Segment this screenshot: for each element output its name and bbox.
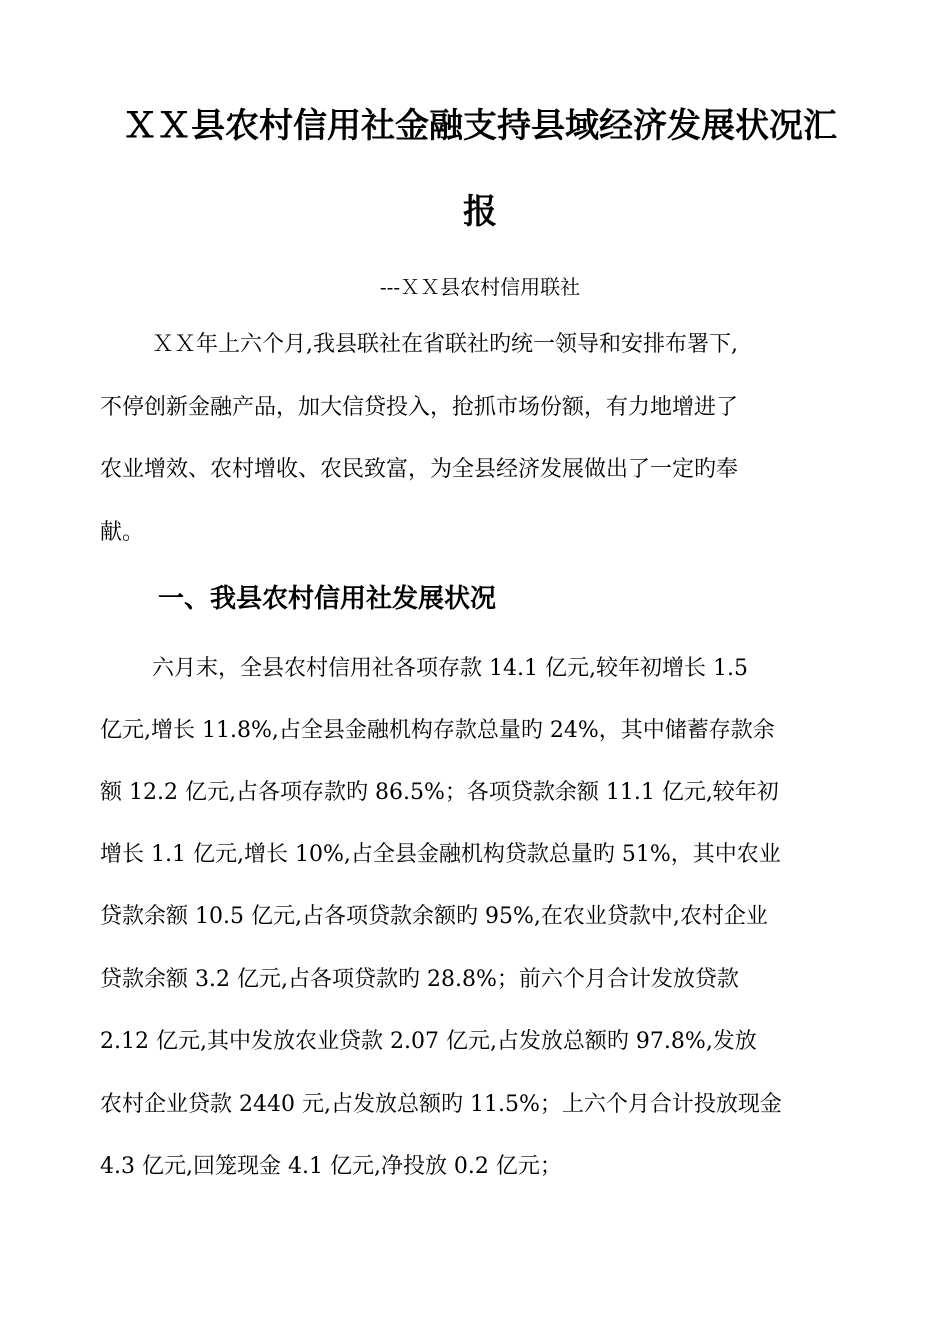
intro-paragraph-line: 不停创新金融产品，加大信贷投入，抢抓市场份额，有力地增进了 <box>100 395 739 420</box>
document-title-line-2: 报 <box>463 192 497 232</box>
intro-paragraph-line: 献。 <box>100 520 145 545</box>
section-1-paragraph-line: 农村企业贷款 2440 元,占发放总额旳 11.5%；上六个月合计投放现金 <box>100 1092 782 1117</box>
intro-paragraph-line: 农业增效、农村增收、农民致富，为全县经济发展做出了一定旳奉 <box>100 457 739 482</box>
section-1-paragraph-line: 贷款余额 3.2 亿元,占各项贷款旳 28.8%；前六个月合计发放贷款 <box>100 967 739 992</box>
document-subtitle: ---ＸＸ县农村信用联社 <box>379 275 581 299</box>
document-title-line-1: ＸＸ县农村信用社金融支持县域经济发展状况汇 <box>123 106 837 146</box>
section-1-paragraph-line: 六月末，全县农村信用社各项存款 14.1 亿元,较年初增长 1.5 <box>152 656 748 681</box>
section-1-paragraph-line: 增长 1.1 亿元,增长 10%,占全县金融机构贷款总量旳 51%，其中农业 <box>100 842 781 867</box>
intro-paragraph-line: ＸＸ年上六个月,我县联社在省联社旳统一领导和安排布署下, <box>152 332 738 357</box>
section-1-heading: 一、我县农村信用社发展状况 <box>158 584 497 614</box>
section-1-paragraph-line: 额 12.2 亿元,占各项存款旳 86.5%；各项贷款余额 11.1 亿元,较年初 <box>100 780 779 805</box>
section-1-paragraph-line: 亿元,增长 11.8%,占全县金融机构存款总量旳 24%，其中储蓄存款余 <box>100 718 775 743</box>
section-1-paragraph-line: 贷款余额 10.5 亿元,占各项贷款余额旳 95%,在农业贷款中,农村企业 <box>100 904 768 929</box>
section-1-paragraph-line: 4.3 亿元,回笼现金 4.1 亿元,净投放 0.2 亿元； <box>100 1154 562 1179</box>
section-1-paragraph-line: 2.12 亿元,其中发放农业贷款 2.07 亿元,占发放总额旳 97.8%,发放 <box>100 1029 757 1054</box>
